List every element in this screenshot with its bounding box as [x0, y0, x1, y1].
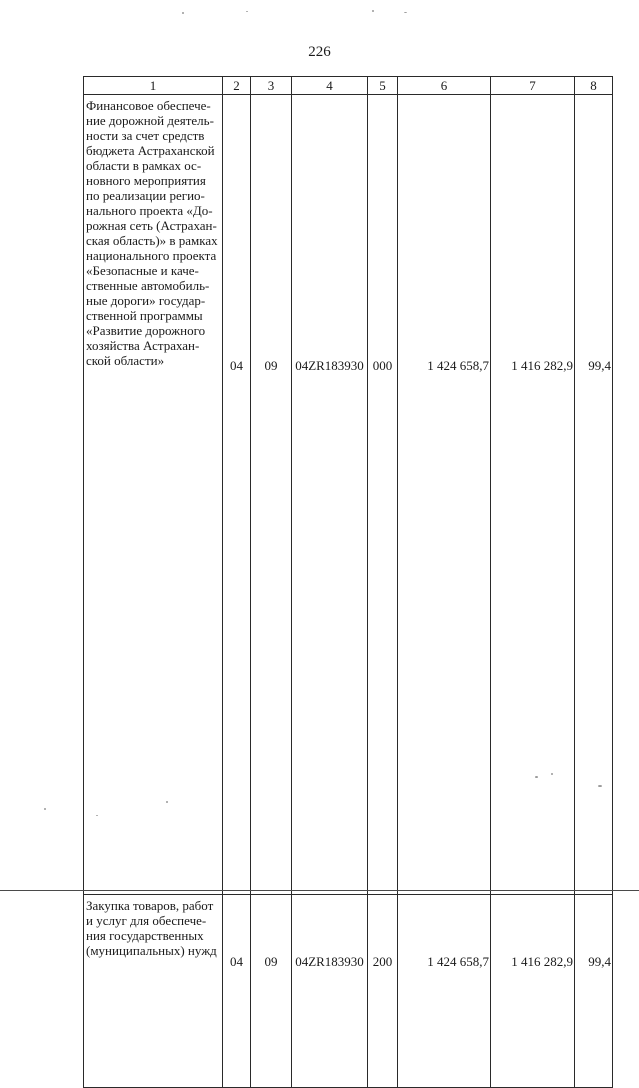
cell-section-code: 04 [223, 95, 251, 895]
scan-speck [182, 12, 184, 14]
column-header-2: 2 [223, 77, 251, 95]
description-line: ской области» [86, 353, 165, 368]
cell-subsection-code: 09 [251, 95, 292, 895]
description-line: бюджета Астраханской [86, 143, 215, 158]
description-line: Финансовое обеспече- [86, 98, 211, 113]
column-header-3: 3 [251, 77, 292, 95]
table-row [84, 895, 613, 1088]
cell-actual-amount: 1 416 282,9 [491, 895, 575, 1088]
cell-execution-percent: 99,4 [575, 895, 613, 1088]
row-description [84, 895, 223, 1088]
scan-speck [404, 12, 407, 13]
cell-target-article: 04ZR183930 [292, 95, 368, 895]
scan-speck [44, 808, 46, 810]
description-line: по реализации регио- [86, 188, 205, 203]
column-header-8: 8 [575, 77, 613, 95]
cell-subsection-code: 09 [251, 895, 292, 1088]
cell-planned-amount: 1 424 658,7 [398, 95, 491, 895]
column-header-7: 7 [491, 77, 575, 95]
description-line: новного мероприятия [86, 173, 206, 188]
page-bottom-edge [0, 890, 639, 891]
cell-planned-amount: 1 424 658,7 [398, 895, 491, 1088]
column-header-4: 4 [292, 77, 368, 95]
page-number: 226 [308, 44, 331, 60]
cell-expense-type: 000 [368, 95, 398, 895]
scan-speck [166, 801, 168, 803]
description-line: нального проекта «До- [86, 203, 213, 218]
description-line: Закупка товаров, работ [86, 898, 214, 913]
description-line: ская область)» в рамках [86, 233, 218, 248]
description-line: области в рамках ос- [86, 158, 202, 173]
row-description [84, 95, 223, 895]
cell-target-article: 04ZR183930 [292, 895, 368, 1088]
scan-speck [598, 785, 602, 787]
description-line: ственной программы [86, 308, 203, 323]
description-line: рожная сеть (Астрахан- [86, 218, 217, 233]
budget-table [83, 76, 613, 1088]
column-header-1: 1 [84, 77, 223, 95]
description-line: «Развитие дорожного [86, 323, 206, 338]
scan-speck [246, 11, 248, 12]
scan-speck [372, 10, 374, 12]
description-line: (муниципальных) нужд [86, 943, 217, 958]
column-header-5: 5 [368, 77, 398, 95]
cell-section-code: 04 [223, 895, 251, 1088]
description-line: ственные автомобиль- [86, 278, 210, 293]
description-line: национального проекта [86, 248, 217, 263]
description-line: хозяйства Астрахан- [86, 338, 200, 353]
scan-speck [551, 773, 553, 775]
description-line: ния государственных [86, 928, 204, 943]
cell-actual-amount: 1 416 282,9 [491, 95, 575, 895]
table-header-row [84, 77, 613, 95]
description-line: ние дорожной деятель- [86, 113, 214, 128]
column-header-6: 6 [398, 77, 491, 95]
table-row [84, 95, 613, 895]
description-line: и услуг для обеспече- [86, 913, 207, 928]
description-line: ности за счет средств [86, 128, 205, 143]
cell-expense-type: 200 [368, 895, 398, 1088]
description-line: ные дороги» государ- [86, 293, 206, 308]
cell-execution-percent: 99,4 [575, 95, 613, 895]
description-line: «Безопасные и каче- [86, 263, 199, 278]
scan-speck [96, 815, 98, 816]
scan-speck [535, 776, 538, 778]
